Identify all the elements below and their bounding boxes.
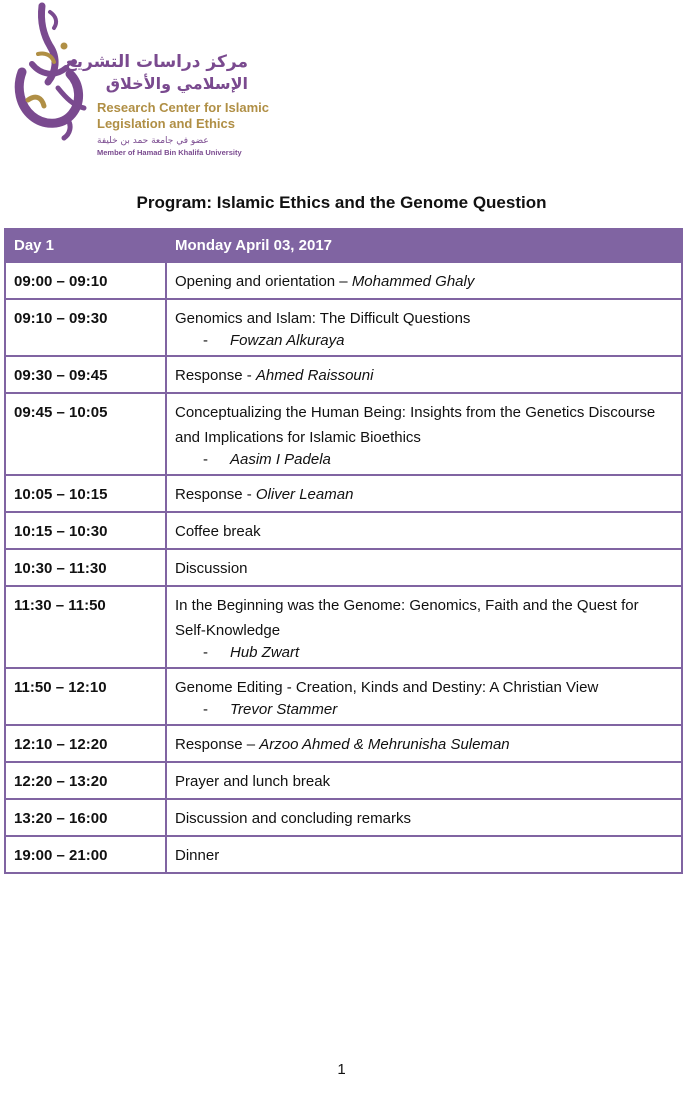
schedule-table	[4, 228, 683, 874]
session-title: Prayer and lunch break	[175, 773, 331, 790]
session-title-line	[175, 806, 673, 831]
program-title: Program: Islamic Ethics and the Genome Question	[136, 193, 547, 212]
logo-arabic-line2: الإسلامي والأخلاق	[105, 74, 248, 93]
session-title: Response –	[175, 736, 260, 753]
speaker-line	[175, 331, 673, 351]
session-time: 09:45 – 10:05	[5, 393, 166, 475]
session-title: In the Beginning was the Genome: Genomics, Faith and the Quest for Self-Knowledge	[175, 597, 639, 639]
session-cell	[166, 586, 682, 668]
session-speaker: Arzoo Ahmed & Mehrunisha Suleman	[259, 736, 510, 753]
session-title: Dinner	[175, 847, 220, 864]
table-row	[5, 512, 682, 549]
session-time: 13:20 – 16:00	[5, 799, 166, 836]
session-speaker: Trevor Stammer	[230, 701, 338, 718]
logo-english-member: Member of Hamad Bin Khalifa University	[97, 148, 242, 157]
session-title-line	[175, 675, 673, 700]
session-time: 09:30 – 09:45	[5, 356, 166, 393]
session-speaker: Ahmed Raissouni	[255, 367, 374, 384]
calligraphy-emblem-icon	[10, 2, 92, 142]
session-title-line	[175, 482, 673, 507]
table-row	[5, 668, 682, 725]
session-title: Opening and orientation –	[175, 273, 352, 290]
table-row	[5, 262, 682, 299]
session-cell	[166, 836, 682, 873]
session-speaker: Oliver Leaman	[255, 486, 354, 503]
session-speaker: Mohammed Ghaly	[351, 273, 475, 290]
table-row	[5, 836, 682, 873]
day-label: Day 1	[5, 229, 166, 262]
session-time: 10:15 – 10:30	[5, 512, 166, 549]
table-row	[5, 799, 682, 836]
table-row	[5, 762, 682, 799]
session-title-line	[175, 519, 673, 544]
session-title: Response -	[175, 486, 256, 503]
date-label: Monday April 03, 2017	[166, 229, 682, 262]
session-title-line	[175, 269, 673, 294]
page-number: 1	[337, 1061, 346, 1078]
session-title-line	[175, 306, 673, 331]
session-title: Response -	[175, 367, 256, 384]
session-time: 10:05 – 10:15	[5, 475, 166, 512]
bullet-dash: -	[203, 332, 208, 349]
session-cell	[166, 299, 682, 356]
session-speaker: Fowzan Alkuraya	[230, 332, 345, 349]
session-time: 12:10 – 12:20	[5, 725, 166, 762]
session-cell	[166, 356, 682, 393]
speaker-line	[175, 643, 673, 663]
session-cell	[166, 475, 682, 512]
speaker-line	[175, 450, 673, 470]
schedule-body	[5, 229, 682, 873]
session-cell	[166, 549, 682, 586]
session-time: 09:10 – 09:30	[5, 299, 166, 356]
table-header-row	[5, 229, 682, 262]
session-title: Discussion	[175, 560, 248, 577]
session-cell	[166, 668, 682, 725]
session-cell	[166, 762, 682, 799]
logo-english-line2: Legislation and Ethics	[97, 116, 235, 131]
table-row	[5, 725, 682, 762]
session-cell	[166, 799, 682, 836]
session-speaker: Aasim I Padela	[230, 451, 331, 468]
session-title: Genome Editing - Creation, Kinds and Destiny: A Christian View	[175, 679, 599, 696]
session-time: 10:30 – 11:30	[5, 549, 166, 586]
table-row	[5, 299, 682, 356]
table-row	[5, 356, 682, 393]
session-title-line	[175, 363, 673, 388]
session-time: 19:00 – 21:00	[5, 836, 166, 873]
logo-english-line1: Research Center for Islamic	[97, 100, 269, 115]
speaker-line	[175, 700, 673, 720]
session-time: 12:20 – 13:20	[5, 762, 166, 799]
session-cell	[166, 393, 682, 475]
rclie-logo	[8, 0, 269, 165]
logo-arabic-member: عضو في جامعة حمد بن خليفة	[97, 136, 209, 146]
session-title-line	[175, 843, 673, 868]
session-time: 09:00 – 09:10	[5, 262, 166, 299]
table-row	[5, 475, 682, 512]
session-title: Coffee break	[175, 523, 261, 540]
logo-arabic-line1: مركز دراسات التشريع	[65, 52, 248, 72]
session-cell	[166, 262, 682, 299]
bullet-dash: -	[203, 701, 208, 718]
session-cell	[166, 725, 682, 762]
session-title-line	[175, 732, 673, 757]
session-time: 11:30 – 11:50	[5, 586, 166, 668]
session-title: Genomics and Islam: The Difficult Questions	[175, 310, 471, 327]
table-row	[5, 393, 682, 475]
session-speaker: Hub Zwart	[230, 644, 300, 661]
bullet-dash: -	[203, 644, 208, 661]
table-row	[5, 586, 682, 668]
session-title-line	[175, 769, 673, 794]
bullet-dash: -	[203, 451, 208, 468]
session-time: 11:50 – 12:10	[5, 668, 166, 725]
session-title-line	[175, 400, 673, 450]
session-title: Conceptualizing the Human Being: Insights from the Genetics Discourse and Implications for Islamic Bioethics	[175, 404, 656, 446]
session-title-line	[175, 593, 673, 643]
table-row	[5, 549, 682, 586]
session-cell	[166, 512, 682, 549]
session-title-line	[175, 556, 673, 581]
session-title: Discussion and concluding remarks	[175, 810, 411, 827]
